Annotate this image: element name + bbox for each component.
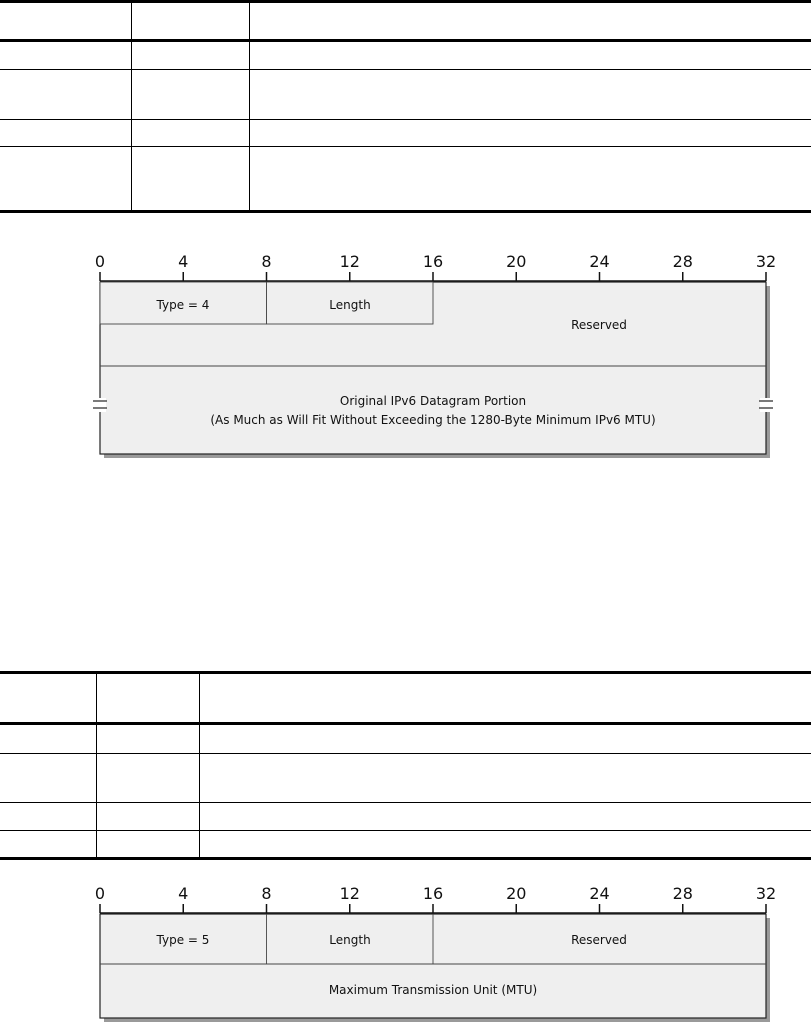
original-datagram-note: (As Much as Will Fit Without Exceeding the 1280-Byte Minimum IPv6 MTU) [210, 413, 656, 427]
bit-tick-label: 12 [339, 884, 360, 903]
table-cell [249, 147, 811, 212]
type-field-label: Type = 4 [156, 298, 210, 312]
table-cell [131, 41, 249, 70]
table-cell [249, 70, 811, 120]
table-cell [96, 803, 199, 831]
table-cell [0, 147, 131, 212]
bit-scale [95, 252, 776, 281]
bit-tick-label: 16 [422, 252, 444, 271]
bit-tick-label: 8 [261, 884, 272, 903]
table-cell [0, 673, 96, 724]
original-datagram-label: Original IPv6 Datagram Portion [339, 394, 527, 408]
table-cell [131, 2, 249, 41]
break-mark-right [760, 398, 774, 412]
table-row [0, 803, 811, 831]
mtu-field-label: Maximum Transmission Unit (MTU) [328, 983, 538, 997]
bit-tick-label: 24 [589, 252, 610, 271]
option-format-diagram-2 [0, 880, 811, 1022]
length-field-label: Length [329, 933, 371, 947]
table-header-row [0, 673, 811, 724]
bit-tick-label: 20 [506, 252, 527, 271]
type-field-label: Type = 5 [156, 933, 210, 947]
bit-tick-label: 4 [178, 252, 189, 271]
table-cell [249, 2, 811, 41]
table-header-row [0, 2, 811, 41]
bit-tick-label: 0 [94, 252, 106, 271]
table-cell [199, 754, 811, 803]
break-mark-left [94, 398, 106, 412]
table-cell [199, 803, 811, 831]
bit-tick-label: 32 [755, 252, 777, 271]
table-cell [249, 120, 811, 147]
bit-tick-label: 28 [672, 884, 693, 903]
table-cell [199, 673, 811, 724]
bit-tick-label: 32 [755, 884, 777, 903]
table-cell [199, 724, 811, 754]
table-cell [0, 2, 131, 41]
bit-scale [95, 884, 776, 913]
table-row [0, 754, 811, 803]
table-cell [0, 803, 96, 831]
table-cell [131, 120, 249, 147]
bit-tick-label: 24 [589, 884, 610, 903]
table-cell [0, 120, 131, 147]
reserved-field-label: Reserved [571, 933, 627, 947]
bit-tick-label: 28 [672, 252, 693, 271]
table-cell [96, 754, 199, 803]
table-row [0, 147, 811, 212]
bit-tick-label: 20 [506, 884, 527, 903]
field-table-1 [0, 0, 811, 213]
table-cell [0, 831, 96, 859]
bit-tick-label: 0 [94, 884, 106, 903]
field-table-2 [0, 671, 811, 860]
table-row [0, 831, 811, 859]
table-cell [96, 673, 199, 724]
bit-tick-label: 8 [261, 252, 272, 271]
bit-tick-label: 12 [339, 252, 360, 271]
table-cell [0, 70, 131, 120]
table-cell [131, 147, 249, 212]
table-row [0, 70, 811, 120]
table-cell [199, 831, 811, 859]
table-cell [249, 41, 811, 70]
table-row [0, 120, 811, 147]
table-cell [0, 724, 96, 754]
option-format-diagram-1 [0, 240, 811, 470]
bit-tick-label: 4 [178, 884, 189, 903]
reserved-field-label: Reserved [571, 318, 627, 332]
length-field-label: Length [329, 298, 371, 312]
table-cell [0, 754, 96, 803]
table-row [0, 724, 811, 754]
bit-tick-label: 16 [422, 884, 444, 903]
table-row [0, 41, 811, 70]
table-cell [131, 70, 249, 120]
table-cell [0, 41, 131, 70]
table-cell [96, 724, 199, 754]
table-cell [96, 831, 199, 859]
